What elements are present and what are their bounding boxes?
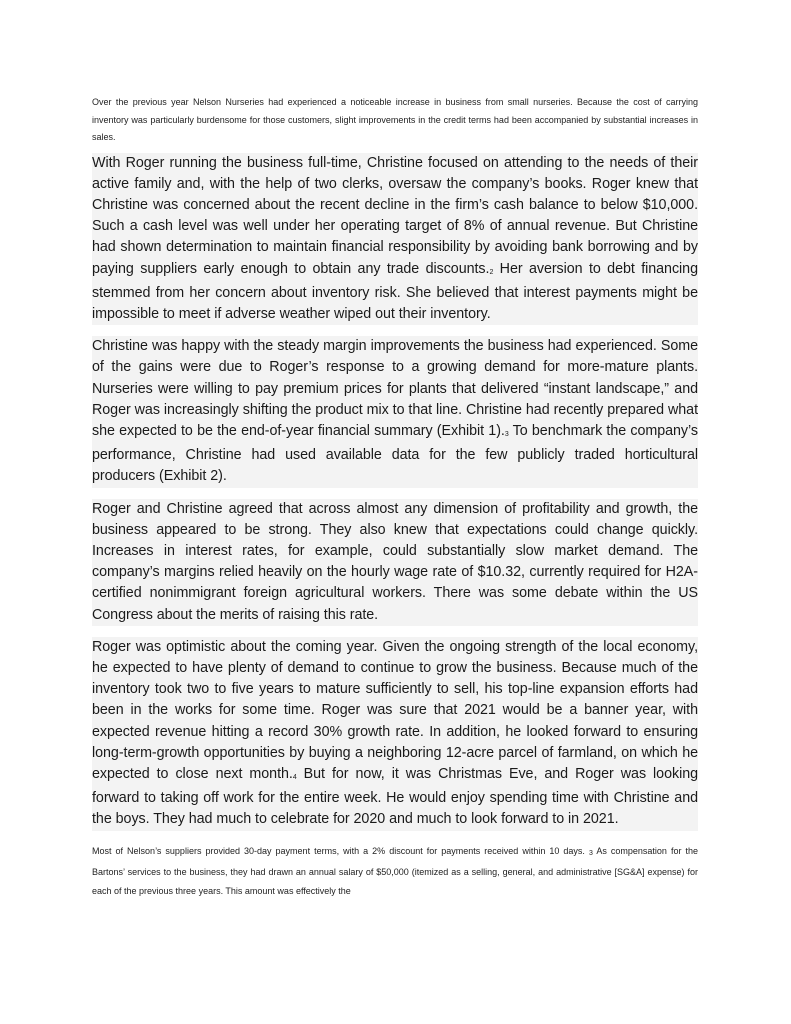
paragraph-3	[92, 499, 698, 626]
paragraph-2	[92, 336, 698, 487]
paragraph-2-text-cont: To benchmark the company’s performance, Christine had used available data for the few publicly traded horticultural producers (Exhibit 2).	[92, 422, 698, 485]
footnote-bottom-mark: 3	[588, 849, 593, 857]
paragraph-1	[92, 153, 698, 326]
footnote-mark-3: 3	[504, 430, 509, 438]
paragraph-1-text-cont: Her aversion to debt financing stemmed from her concern about inventory risk. She believed that interest payments might be impossible to meet if adverse weather wiped out their inventory.	[92, 260, 698, 322]
paragraph-1-text: With Roger running the business full-time, Christine focused on attending to the needs of their active family and, with the help of two clerks, oversaw the company’s books. Roger knew that Christine was concerned about the recent decline in the firm’s cash balance to below $10,000. Such a cash level was well under her operating target of 8% of annual revenue. But Christine had shown determination to maintain financial responsibility by avoiding bank borrowing and by paying suppliers early enough to obtain any trade discounts.	[92, 154, 698, 277]
paragraph-3-text: Roger and Christine agreed that across almost any dimension of profitability and growth, the business appeared to be strong. They also knew that expectations could change quickly. Increases in interest rates, for example, could substantially slow market demand. The company’s margins relied heavily on the hourly wage rate of $10.32, currently required for H2A-certified nonimmigrant foreign agricultural workers. There was some debate within the US Congress about the merits of raising this rate.	[92, 500, 698, 623]
document-page	[92, 94, 698, 901]
paragraph-4-text-cont: But for now, it was Christmas Eve, and Roger was looking forward to taking off work for the entire week. He would enjoy spending time with Christine and the boys. They had much to celebrate for 2020 and much to look forward to in 2021.	[92, 765, 698, 828]
footnote-mark-4: 4	[292, 773, 297, 781]
paragraph-4	[92, 637, 698, 831]
footnote-bottom-text: Most of Nelson’s suppliers provided 30-day payment terms, with a 2% discount for payments received within 10 days.	[92, 845, 585, 856]
footnote-bottom	[92, 842, 698, 901]
footnote-top: Over the previous year Nelson Nurseries had experienced a noticeable increase in business from small nurseries. Because the cost of carrying inventory was particularly burdensome for those customers, slight improvements in the credit terms had been accompanied by substantial increases in sales.	[92, 97, 698, 142]
paragraph-2-text: Christine was happy with the steady margin improvements the business had experienced. Some of the gains were due to Roger’s response to a growing demand for more-mature plants. Nurseries were willing to pay premium prices for plants that delivered “instant landscape,” and Roger was increasingly shifting the product mix to that line. Christine had recently prepared what she expected to be the end-of-year financial summary (Exhibit 1).	[92, 338, 698, 439]
paragraph-4-text: Roger was optimistic about the coming year. Given the ongoing strength of the local economy, he expected to have plenty of demand to continue to grow the business. Because much of the inventory took two to five years to mature sufficiently to sell, his top-line expansion efforts had been in the works for some time. Roger was sure that 2021 would be a banner year, with expected revenue hitting a record 30% growth rate. In addition, he looked forward to ensuring long-term-growth opportunities by buying a neighboring 12-acre parcel of farmland, on which he expected to close next month.	[92, 638, 698, 782]
footnote-mark-2: 2	[489, 268, 494, 276]
footnote-bottom-text-cont: As compensation for the Bartons’ services to the business, they had drawn an annual salary of $50,000 (itemized as a selling, general, and administrative [SG&A] expense) for each of the previous three years. This amount was effectively the	[92, 845, 698, 896]
